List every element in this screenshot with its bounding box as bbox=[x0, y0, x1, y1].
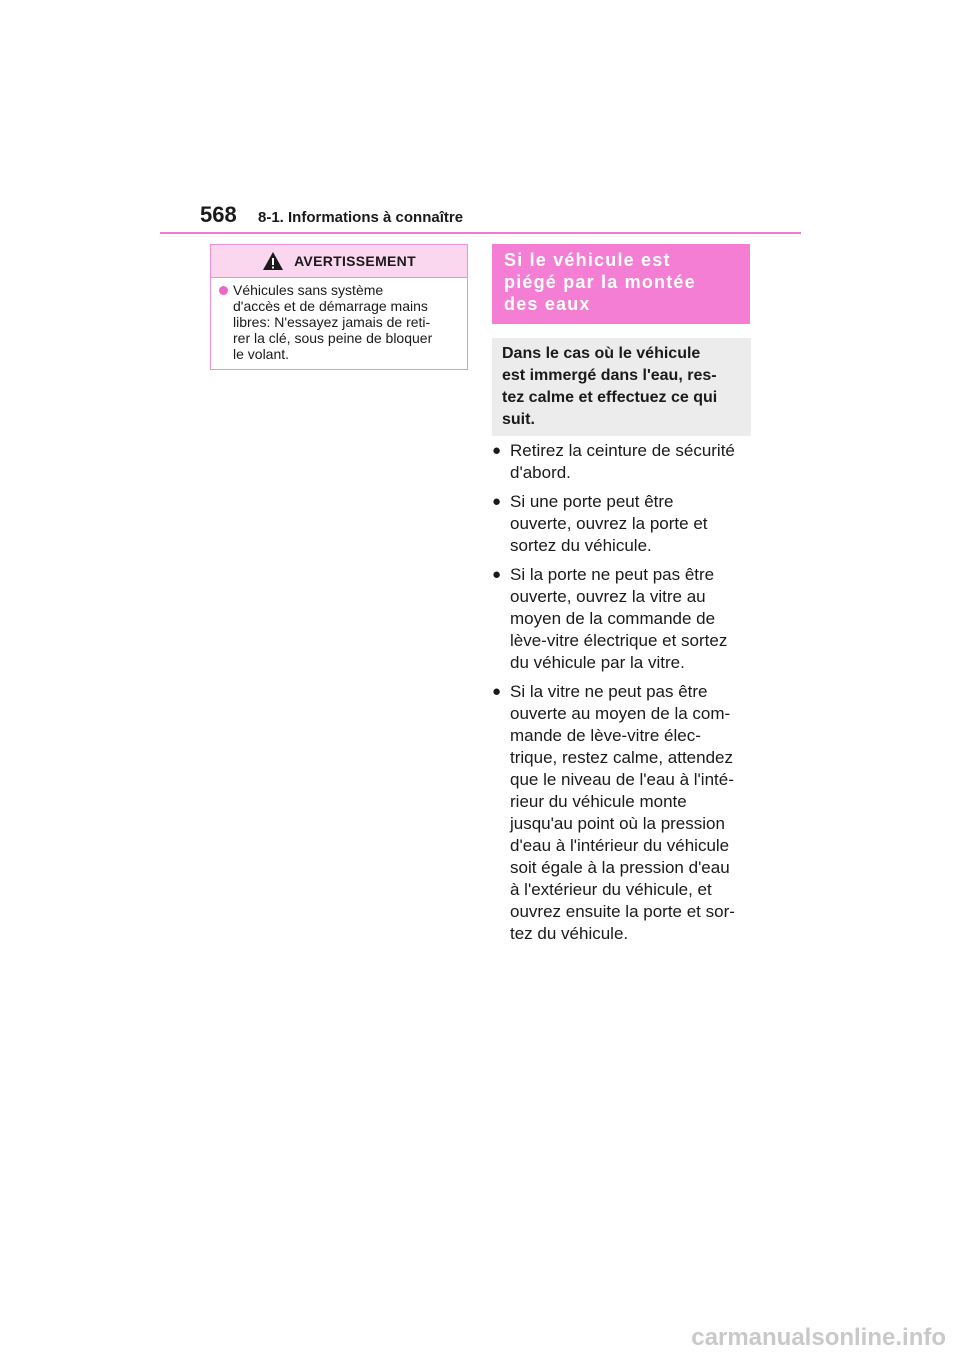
list-item-line: que le niveau de l'eau à l'inté- bbox=[510, 770, 734, 789]
list-item-line: Si la porte ne peut pas être bbox=[510, 565, 715, 584]
list-item-line: lève-vitre électrique et sortez bbox=[510, 631, 728, 650]
section-title: 8-1. Informations à connaître bbox=[258, 209, 464, 226]
list-item bbox=[492, 681, 752, 945]
list-item-line: ouverte au moyen de la com- bbox=[510, 704, 731, 723]
list-item-line: du véhicule par la vitre. bbox=[510, 653, 685, 672]
list-item bbox=[492, 440, 752, 484]
watermark: carmanualsonline.info bbox=[691, 1324, 946, 1351]
list-item-line: soit égale à la pression d'eau bbox=[510, 858, 730, 877]
warning-line: Véhicules sans système bbox=[233, 282, 384, 298]
section-heading bbox=[492, 244, 750, 324]
list-item-line: rieur du véhicule monte bbox=[510, 792, 687, 811]
list-item-line: jusqu'au point où la pression bbox=[510, 814, 725, 833]
warning-line: rer la clé, sous peine de bloquer bbox=[233, 330, 433, 346]
list-item-line: ouvrez ensuite la porte et sor- bbox=[510, 902, 735, 921]
warning-item bbox=[211, 278, 467, 362]
warning-line: libres: N'essayez jamais de reti- bbox=[233, 314, 431, 330]
list-item bbox=[492, 564, 752, 674]
header-rule bbox=[160, 232, 801, 234]
list-item-line: d'abord. bbox=[510, 463, 571, 482]
list-item-line: mande de lève-vitre élec- bbox=[510, 726, 701, 745]
intro-line: Dans le cas où le véhicule bbox=[502, 345, 701, 362]
section-heading-line: Si le véhicule est bbox=[504, 250, 671, 270]
list-item-line: sortez du véhicule. bbox=[510, 536, 652, 555]
page-number: 568 bbox=[200, 202, 237, 227]
list-item-line: trique, restez calme, attendez bbox=[510, 748, 734, 767]
warning-text bbox=[233, 282, 459, 362]
bullet-icon: ● bbox=[492, 493, 502, 510]
list-item-line: Si une porte peut être bbox=[510, 492, 674, 511]
instruction-list bbox=[492, 440, 752, 952]
bullet-icon: ● bbox=[492, 566, 502, 583]
warning-header bbox=[211, 245, 467, 278]
warning-label: AVERTISSEMENT bbox=[294, 253, 416, 269]
warning-line: d'accès et de démarrage mains bbox=[233, 298, 428, 314]
list-item bbox=[492, 491, 752, 557]
list-item-line: à l'extérieur du véhicule, et bbox=[510, 880, 712, 899]
bullet-icon: ● bbox=[492, 442, 502, 459]
list-item-line: moyen de la commande de bbox=[510, 609, 716, 628]
intro-box bbox=[492, 338, 751, 436]
section-heading-line: des eaux bbox=[504, 294, 591, 314]
bullet-icon: ● bbox=[492, 683, 502, 700]
list-item-line: Si la vitre ne peut pas être bbox=[510, 682, 708, 701]
list-item-line: tez du véhicule. bbox=[510, 924, 629, 943]
warning-box bbox=[210, 244, 468, 370]
list-item-line: Retirez la ceinture de sécurité bbox=[510, 441, 735, 460]
intro-line: suit. bbox=[502, 411, 535, 428]
warning-triangle-icon bbox=[262, 251, 284, 271]
list-item-line: ouverte, ouvrez la vitre au bbox=[510, 587, 706, 606]
warning-bullet-icon bbox=[219, 286, 228, 295]
section-heading-line: piégé par la montée bbox=[504, 272, 696, 292]
list-item-line: d'eau à l'intérieur du véhicule bbox=[510, 836, 730, 855]
list-item-line: ouverte, ouvrez la porte et bbox=[510, 514, 708, 533]
intro-line: tez calme et effectuez ce qui bbox=[502, 389, 718, 406]
intro-line: est immergé dans l'eau, res- bbox=[502, 367, 717, 384]
warning-line: le volant. bbox=[233, 346, 290, 362]
